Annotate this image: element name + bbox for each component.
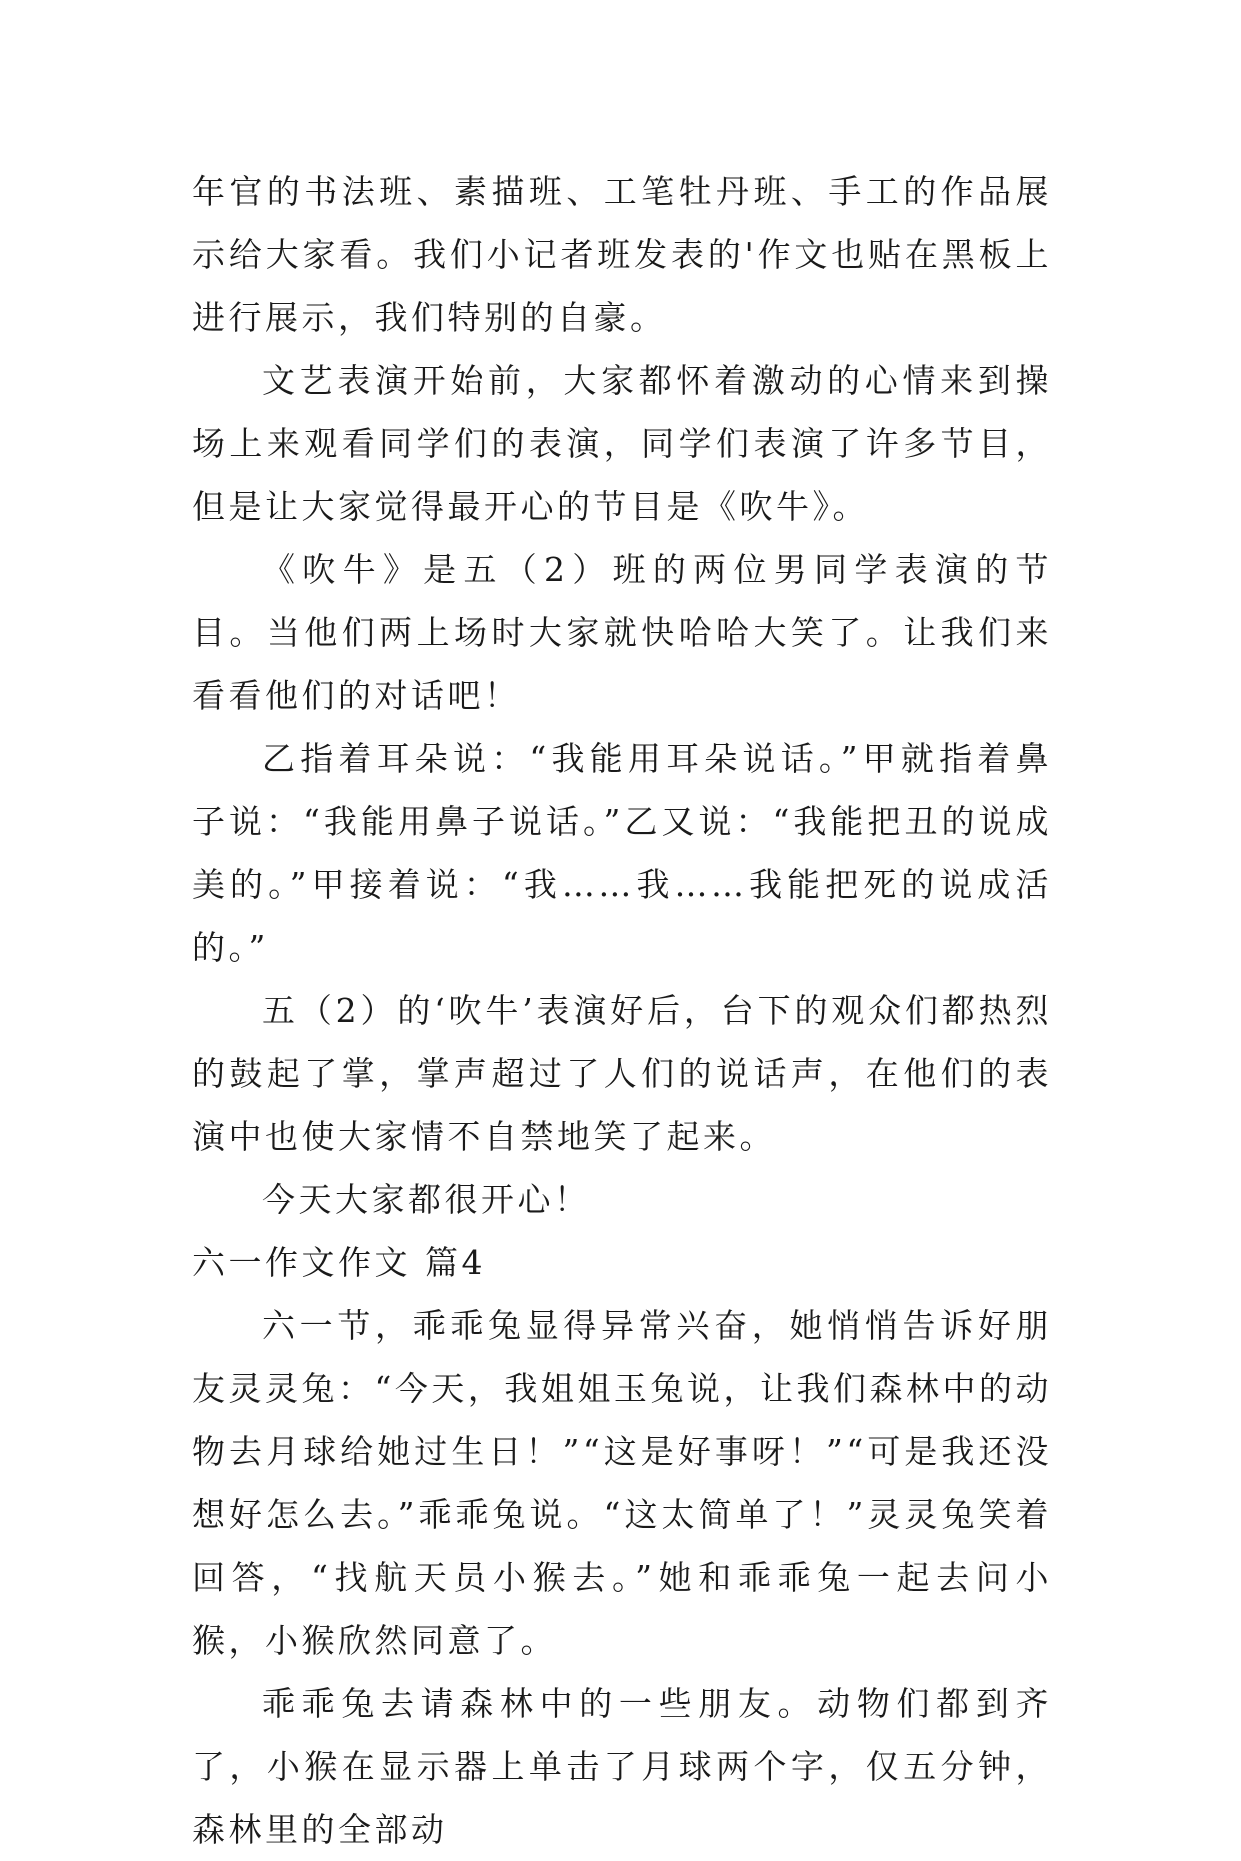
paragraph-7: 六一节，乖乖兔显得异常兴奋，她悄悄告诉好朋友灵灵兔：“今天，我姐姐玉兔说，让我们森林中的动物去月球给她过生日！”“这是好事呀！”“可是我还没想好怎么去。”乖乖兔说。“这太简单了！”灵灵兔笑着回答，“找航天员小猴去。”她和乖乖兔一起去问小猴，小猴欣然同意了。 xyxy=(192,1306,1052,1660)
paragraph-8: 乖乖兔去请森林中的一些朋友。动物们都到齐了，小猴在显示器上单击了月球两个字，仅五分钟，森林里的全部动 xyxy=(192,1684,1052,1849)
paragraph-4: 乙指着耳朵说：“我能用耳朵说话。”甲就指着鼻子说：“我能用鼻子说话。”乙又说：“我能把丑的说成美的。”甲接着说：“我……我……我能把死的说成活的。” xyxy=(192,739,1052,967)
document-body xyxy=(192,160,1052,1861)
paragraph-6: 今天大家都很开心！ xyxy=(262,1180,591,1219)
paragraph-3: 《吹牛》是五（2）班的两位男同学表演的节目。当他们两上场时大家就快哈哈大笑了。让我们来看看他们的对话吧！ xyxy=(192,550,1052,715)
paragraph-2: 文艺表演开始前，大家都怀着激动的心情来到操场上来观看同学们的表演，同学们表演了许多节目，但是让大家觉得最开心的节目是《吹牛》。 xyxy=(192,361,1052,526)
section-heading: 六一作文作文 篇4 xyxy=(192,1243,486,1282)
paragraph-1: 年官的书法班、素描班、工笔牡丹班、手工的作品展示给大家看。我们小记者班发表的'作文也贴在黑板上进行展示，我们特别的自豪。 xyxy=(192,172,1052,337)
paragraph-5: 五（2）的‘吹牛’表演好后，台下的观众们都热烈的鼓起了掌，掌声超过了人们的说话声，在他们的表演中也使大家情不自禁地笑了起来。 xyxy=(192,991,1052,1156)
